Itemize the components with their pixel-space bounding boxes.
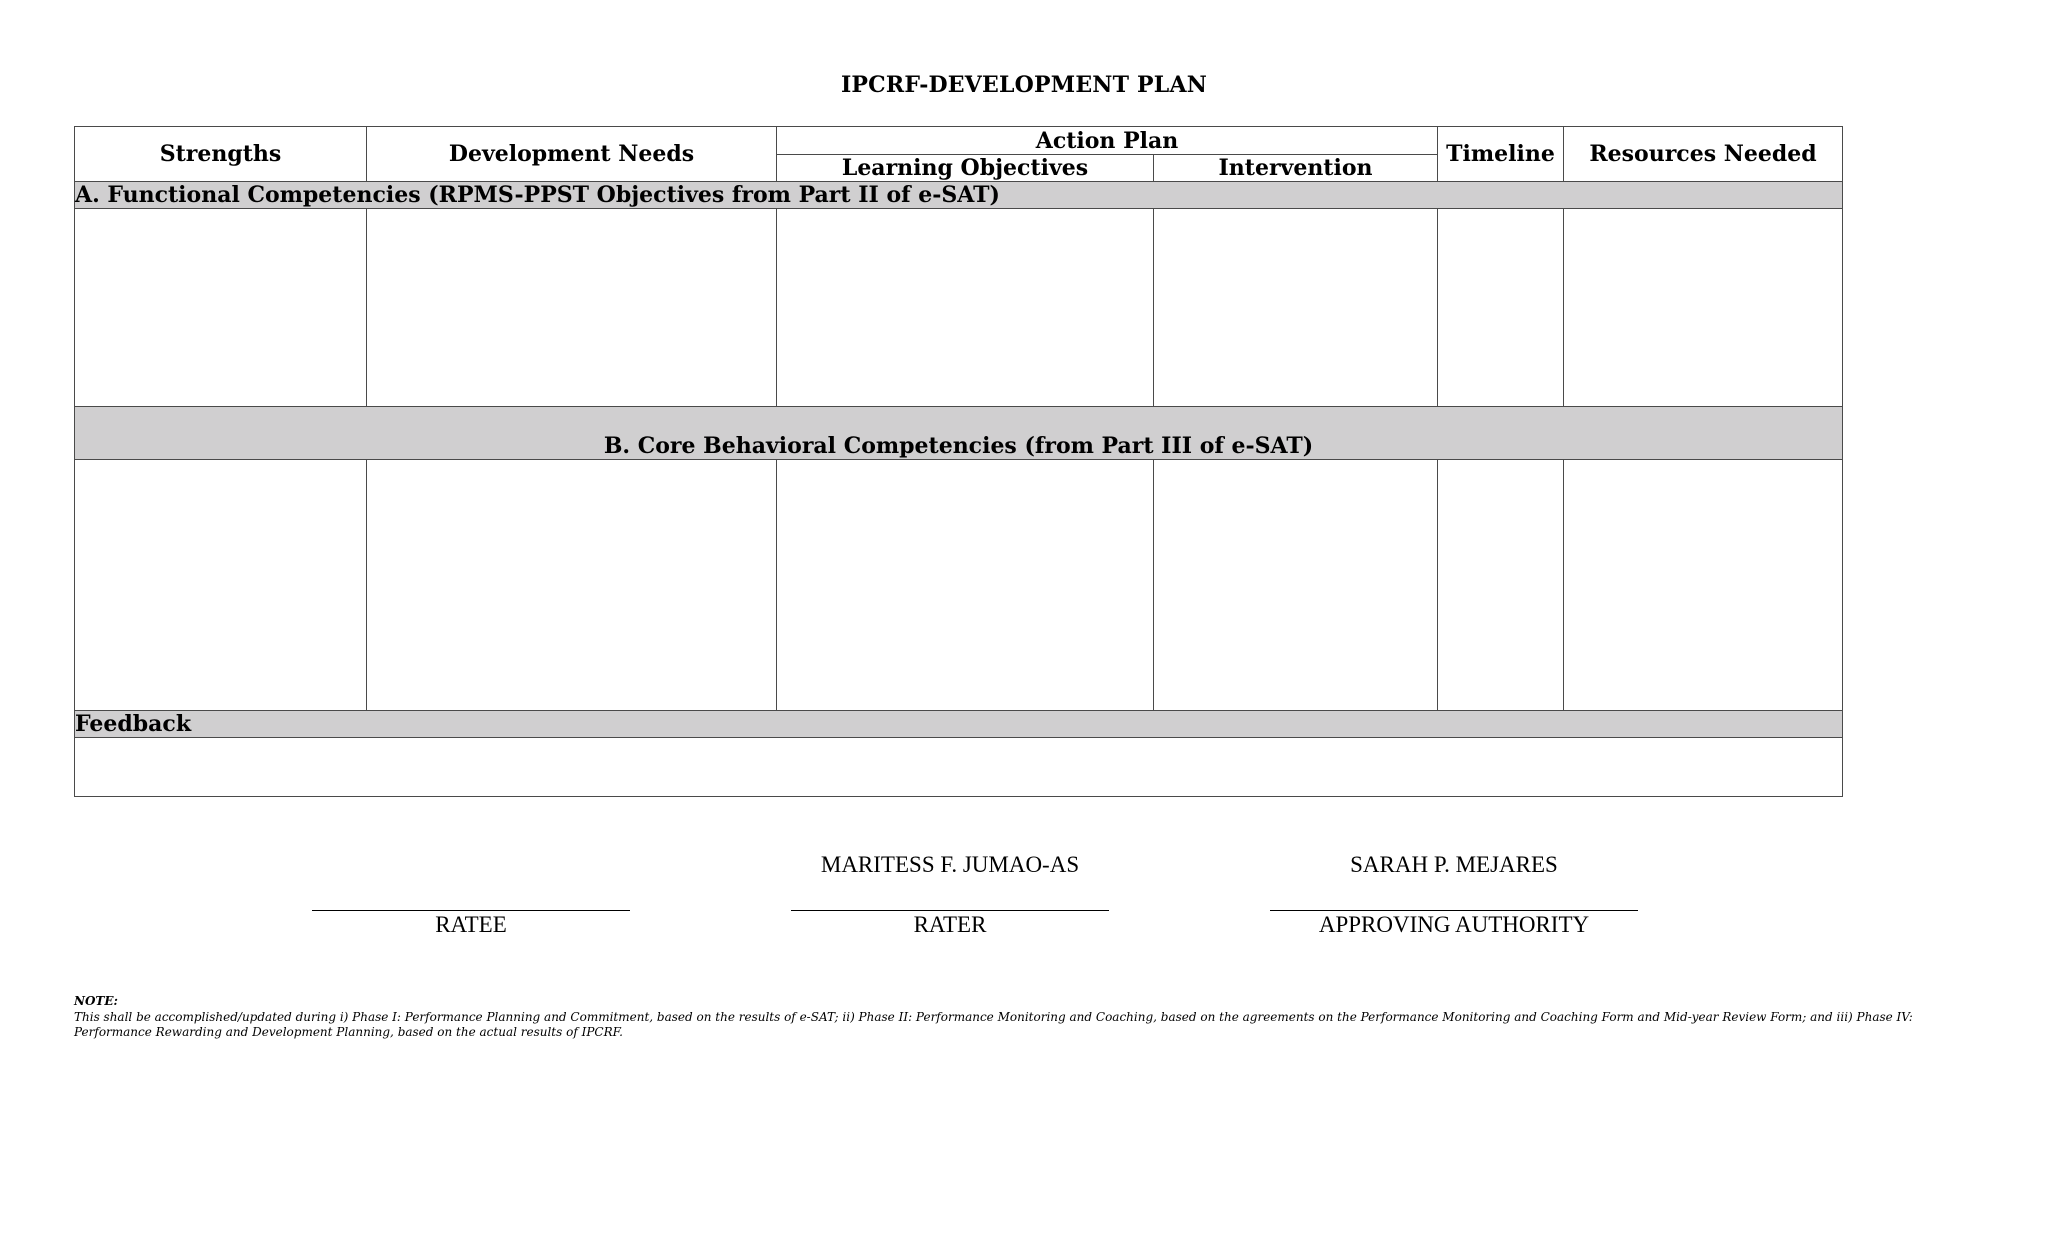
rater-signature-line xyxy=(791,910,1109,911)
feedback-cell[interactable] xyxy=(75,738,1843,797)
development-needs-cell-functional[interactable] xyxy=(367,209,777,407)
strengths-cell-functional[interactable] xyxy=(75,209,367,407)
timeline-cell-core[interactable] xyxy=(1438,460,1564,711)
rater-role: RATER xyxy=(913,912,987,937)
resources-cell-core[interactable] xyxy=(1564,460,1843,711)
page-title: IPCRF-DEVELOPMENT PLAN xyxy=(840,72,1208,98)
table-row xyxy=(75,460,1843,711)
resources-cell-functional[interactable] xyxy=(1564,209,1843,407)
header-development-needs: Development Needs xyxy=(367,127,777,182)
intervention-cell-functional[interactable] xyxy=(1154,209,1438,407)
development-needs-cell-core[interactable] xyxy=(367,460,777,711)
approver-signature-line xyxy=(1270,910,1638,911)
header-resources-needed: Resources Needed xyxy=(1564,127,1843,182)
header-learning-objectives: Learning Objectives xyxy=(777,155,1154,182)
ratee-role: RATEE xyxy=(435,912,507,937)
header-action-plan: Action Plan xyxy=(777,127,1438,155)
section-core-behavioral-competencies: B. Core Behavioral Competencies (from Part III of e-SAT) xyxy=(75,407,1843,460)
learning-objectives-cell-functional[interactable] xyxy=(777,209,1154,407)
header-intervention: Intervention xyxy=(1154,155,1438,182)
strengths-cell-core[interactable] xyxy=(75,460,367,711)
section-functional-competencies: A. Functional Competencies (RPMS-PPST Objectives from Part II of e-SAT) xyxy=(75,182,1843,209)
table-row xyxy=(75,209,1843,407)
approver-name: SARAH P. MEJARES xyxy=(1350,852,1558,877)
header-timeline: Timeline xyxy=(1438,127,1564,182)
development-plan-table xyxy=(74,126,1843,797)
learning-objectives-cell-core[interactable] xyxy=(777,460,1154,711)
intervention-cell-core[interactable] xyxy=(1154,460,1438,711)
note-text: This shall be accomplished/updated during i) Phase I: Performance Planning and Commitment, based on the results of e-SAT; ii) Phase II: Performance Monitoring and Coaching, based on the agreements on the Performance Monitoring and Coaching Form and Mid-year Review Form; and iii) Phase IV: Performance Rewarding and Development Planning, based on the actual results of IPCRF. xyxy=(74,1010,1913,1039)
header-strengths: Strengths xyxy=(75,127,367,182)
note-label: NOTE: xyxy=(74,994,118,1008)
section-feedback: Feedback xyxy=(75,711,1843,738)
timeline-cell-functional[interactable] xyxy=(1438,209,1564,407)
approver-role: APPROVING AUTHORITY xyxy=(1318,912,1590,937)
rater-name: MARITESS F. JUMAO-AS xyxy=(820,852,1080,877)
ratee-signature-line xyxy=(312,910,630,911)
